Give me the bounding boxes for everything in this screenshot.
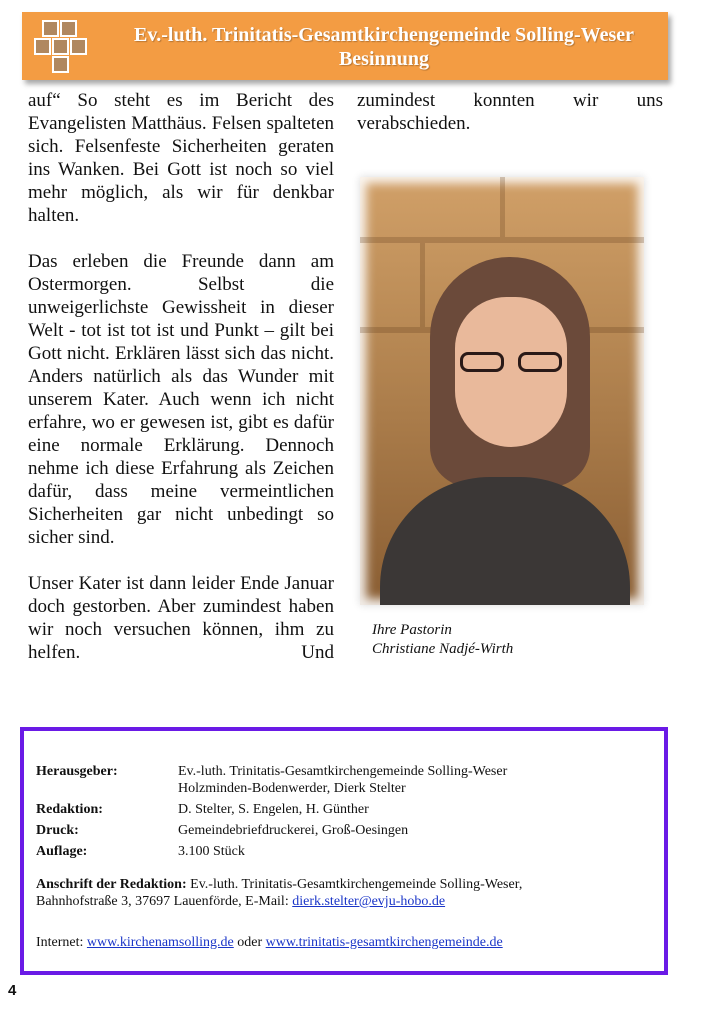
page-header	[22, 12, 668, 80]
website-link-1[interactable]: www.kirchenamsolling.de	[86, 935, 234, 950]
imprint-internet	[36, 934, 503, 951]
editorial-value: D. Stelter, S. Engelen, H. Günther	[178, 802, 369, 817]
address-line1: Ev.-luth. Trinitatis-Gesamtkirchengemeinde Solling-Weser,	[190, 877, 523, 892]
print-label: Druck:	[36, 823, 79, 838]
or-text: oder	[237, 935, 263, 950]
circulation-value: 3.100 Stück	[178, 844, 245, 859]
address-label: Anschrift der Redaktion:	[36, 877, 187, 892]
print-value: Gemeindebriefdruckerei, Groß-Oesingen	[178, 823, 409, 838]
header-title: Ev.-luth. Trinitatis-Gesamtkirchengemeinde Solling-Weser	[134, 24, 634, 46]
address-line2: Bahnhofstraße 3, 37697 Lauenförde, E-Mail:	[36, 894, 289, 909]
email-link[interactable]: dierk.stelter@evju-hobo.de	[292, 894, 446, 909]
paragraph: zumindest konnten wir uns verabschieden.	[357, 90, 663, 134]
paragraph: Unser Kater ist dann leider Ende Januar doch gestorben. Aber zumindest haben wir noch versuchen können, ihm zu helfen. Und	[28, 573, 334, 663]
publisher-label: Herausgeber:	[36, 764, 118, 779]
editorial-label: Redaktion:	[36, 802, 103, 817]
website-link-2[interactable]: www.trinitatis-gesamtkirchengemeinde.de	[265, 935, 503, 950]
photo-caption	[372, 621, 513, 659]
parish-logo-icon	[34, 20, 90, 76]
publisher-line1: Ev.-luth. Trinitatis-Gesamtkirchengemeinde Solling-Weser	[178, 764, 508, 779]
page-number: 4	[8, 982, 17, 999]
caption-name: Christiane Nadjé-Wirth	[372, 641, 514, 657]
imprint-box	[20, 727, 668, 975]
left-column	[28, 89, 334, 687]
header-section: Besinnung	[338, 48, 430, 70]
imprint-address-line2	[36, 893, 445, 910]
paragraph: auf“ So steht es im Bericht des Evangelisten Matthäus. Felsen spalteten sich. Felsenfeste Sicherheiten geraten ins Wanken. Bei Gott ist noch so viel mehr möglich, als wir für denkbar halten.	[28, 90, 334, 226]
publisher-line2: Holzminden-Bodenwerder, Dierk Stelter	[178, 781, 406, 796]
internet-label: Internet:	[36, 935, 84, 950]
paragraph: Das erleben die Freunde dann am Ostermorgen. Selbst die unweigerlichste Gewissheit in dieser Welt - tot ist tot ist und Punkt – gilt bei Gott nicht. Erklären lässt sich das nicht. Anders natürlich als das Wunder mit unserem Kater. Auch wenn ich nicht erfahre, wo er gewesen ist, gibt es dafür eine normale Erklärung. Dennoch nehme ich diese Erfahrung als Zeichen dafür, dass meine vermeintlichen Sicherheiten gar nicht unbedingt so sicher sind.	[28, 251, 334, 548]
circulation-label: Auflage:	[36, 844, 88, 859]
right-column	[357, 89, 663, 135]
imprint-address	[36, 876, 522, 893]
pastor-photo	[360, 177, 644, 605]
caption-role: Ihre Pastorin	[372, 622, 452, 638]
